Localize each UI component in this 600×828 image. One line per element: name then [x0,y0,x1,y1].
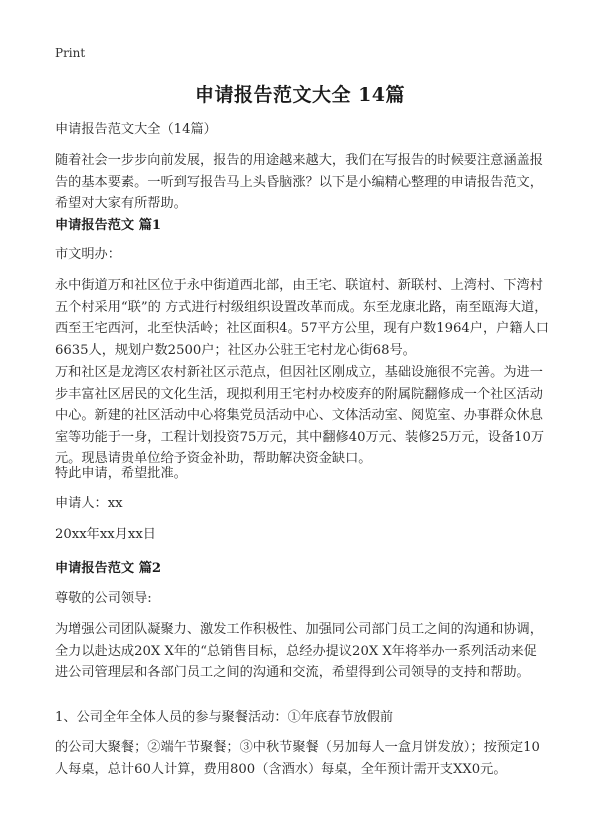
print-label[interactable]: Print [55,46,86,60]
document-subtitle: 申请报告范文大全（14篇） [55,122,217,137]
article-2-heading: 申请报告范文 篇2 [55,561,162,576]
article-2-item-1-continued: 的公司大聚餐；②端午节聚餐；③中秋节聚餐（另加每人一盒月饼发放）；按预定10人每桌，总计60人计算，费用800（含酒水）每桌，全年预计需开支XX0元。 [55,740,540,777]
article-1-heading: 申请报告范文 篇1 [55,218,162,233]
page-title: 申请报告范文大全 14篇 [194,84,406,106]
article-1-paragraph-1: 永中街道万和社区位于永中街道西北部，由王宅、联谊村、新联村、上湾村、下湾村五个村采用“联”的 方式进行村级组织设置改革而成。东至龙康北路，南至瓯海大道，西至王宅西河，北至快活岭；社区面积4。57平方公里，现有户数1964户，户籍人口6635人，规划户数2500户；社区办公驻王宅村龙心街68号。 [55,278,549,358]
article-1-paragraph-2: 万和社区是龙湾区农村新社区示范点，但因社区刚成立，基础设施很不完善。为进一步丰富社区居民的文化生活，现拟利用王宅村办校废弃的附属院翻修成一个社区活动中心。新建的社区活动中心将集党员活动中心、文体活动室、阅览室、办事群众休息室等功能于一身，工程计划投资75万元，其中翻修40万元、装修25万元，设备10万元。现恳请贵单位给予资金补助，帮助解决资金缺口。 [55,365,545,466]
article-1-closing: 特此申请，希望批准。 [55,466,187,481]
article-2-salutation: 尊敬的公司领导: [55,591,152,606]
article-1-applicant: 申请人：xx [55,496,123,511]
article-2-item-1: 1、公司全年全体人员的参与聚餐活动：①年底春节放假前 [55,710,394,725]
article-2-paragraph-1: 为增强公司团队凝聚力、激发工作积极性、加强同公司部门员工之间的沟通和协调，全力以赴达成20X X年的“总销售目标，总经办提议20X X年将举办一系列活动来促进公司管理层和各部门员工之间的沟通和交流，希望得到公司领导的支持和帮助。 [55,622,543,680]
article-1-date: 20xx年xx月xx日 [55,527,156,542]
intro-paragraph: 随着社会一步步向前发展，报告的用途越来越大，我们在写报告的时候要注意涵盖报告的基本要素。一听到写报告马上头昏脑涨？以下是小编精心整理的申请报告范文，希望对大家有所帮助。 [55,153,543,211]
article-1-salutation: 市文明办： [55,247,121,262]
